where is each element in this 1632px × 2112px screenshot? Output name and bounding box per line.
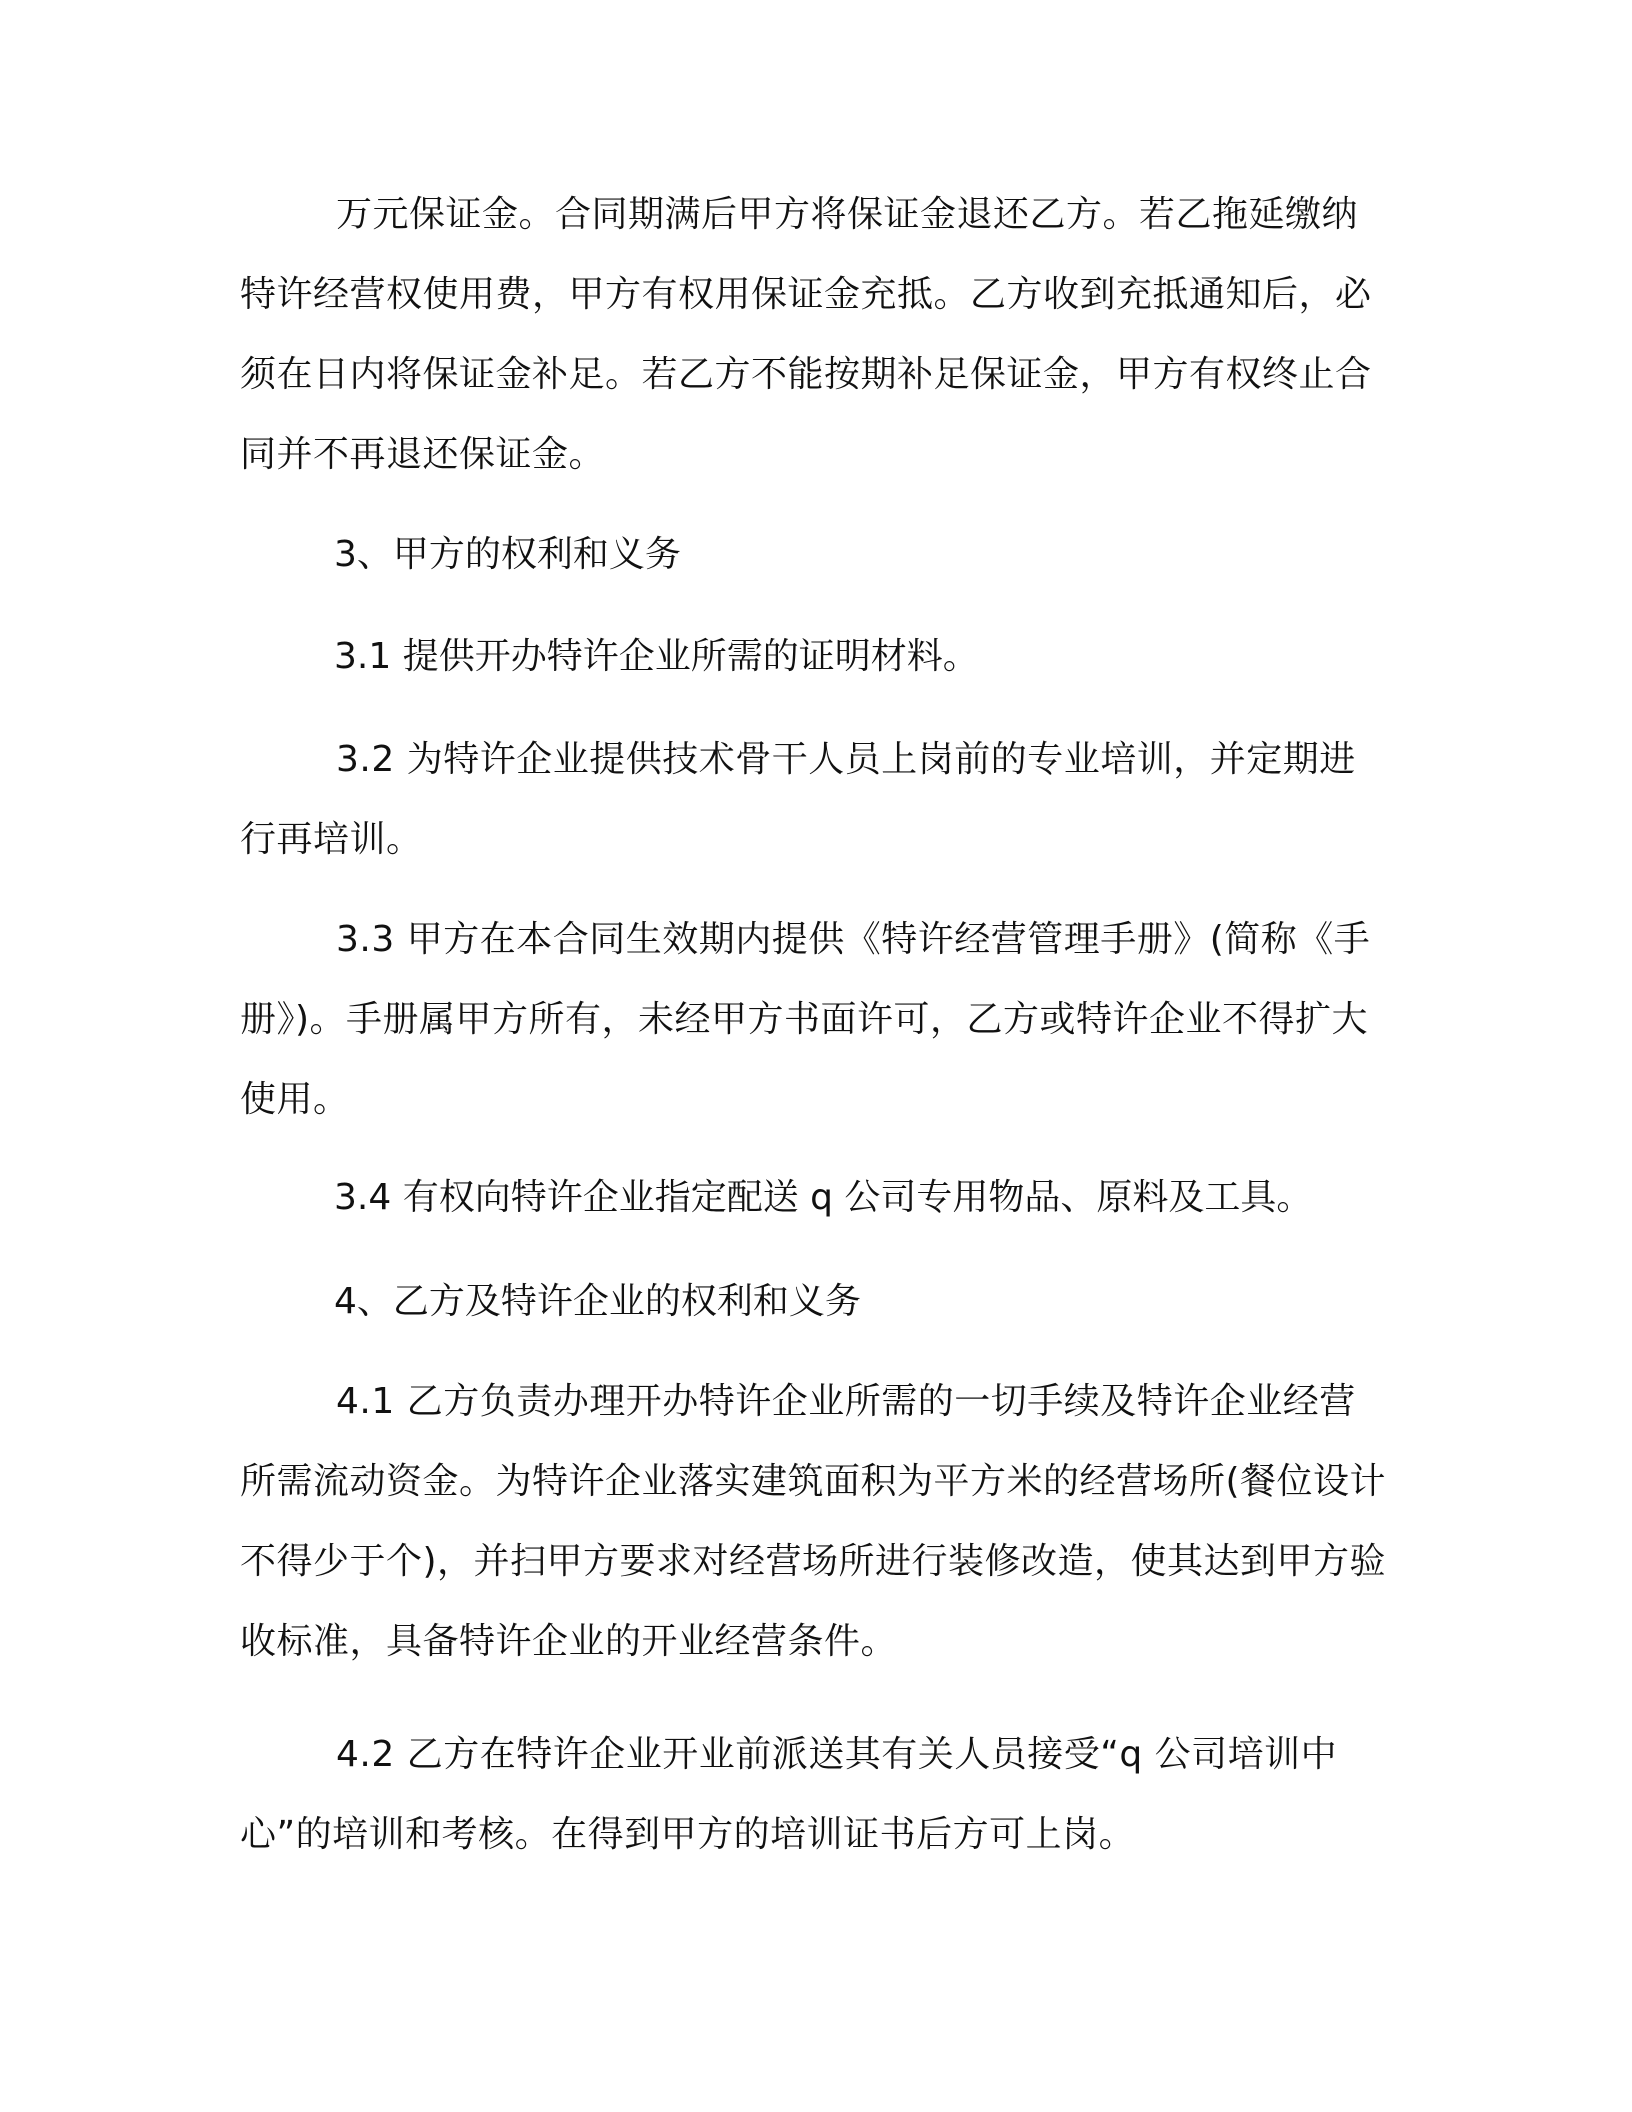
section-heading-3: 3、甲方的权利和义务: [334, 534, 681, 575]
clause-4-2: 4.2 乙方在特许企业开业前派送其有关人员接受“q 公司培训中心”的培训和考核。在得到甲方的培训证书后方可上岗。: [240, 1734, 1338, 1855]
paragraph-deposit: 万元保证金。合同期满后甲方将保证金退还乙方。若乙拖延缴纳特许经营权使用费，甲方有权用保证金充抵。乙方收到充抵通知后，必须在日内将保证金补足。若乙方不能按期补足保证金，甲方有权终止合同并不再退还保证金。: [240, 194, 1372, 475]
clause-3-3: 3.3 甲方在本合同生效期内提供《特许经营管理手册》(简称《手册》)。手册属甲方所有，未经甲方书面许可，乙方或特许企业不得扩大使用。: [240, 919, 1371, 1120]
clause-3-4: 3.4 有权向特许企业指定配送 q 公司专用物品、原料及工具。: [334, 1177, 1313, 1218]
clause-4-1: 4.1 乙方负责办理开办特许企业所需的一切手续及特许企业经营所需流动资金。为特许企业落实建筑面积为平方米的经营场所(餐位设计不得少于个)，并扫甲方要求对经营场所进行装修改造，使其达到甲方验收标准，具备特许企业的开业经营条件。: [240, 1381, 1387, 1662]
section-heading-4: 4、乙方及特许企业的权利和义务: [334, 1281, 861, 1322]
clause-3-1: 3.1 提供开办特许企业所需的证明材料。: [334, 636, 979, 677]
clause-3-2: 3.2 为特许企业提供技术骨干人员上岗前的专业培训，并定期进行再培训。: [240, 739, 1356, 860]
